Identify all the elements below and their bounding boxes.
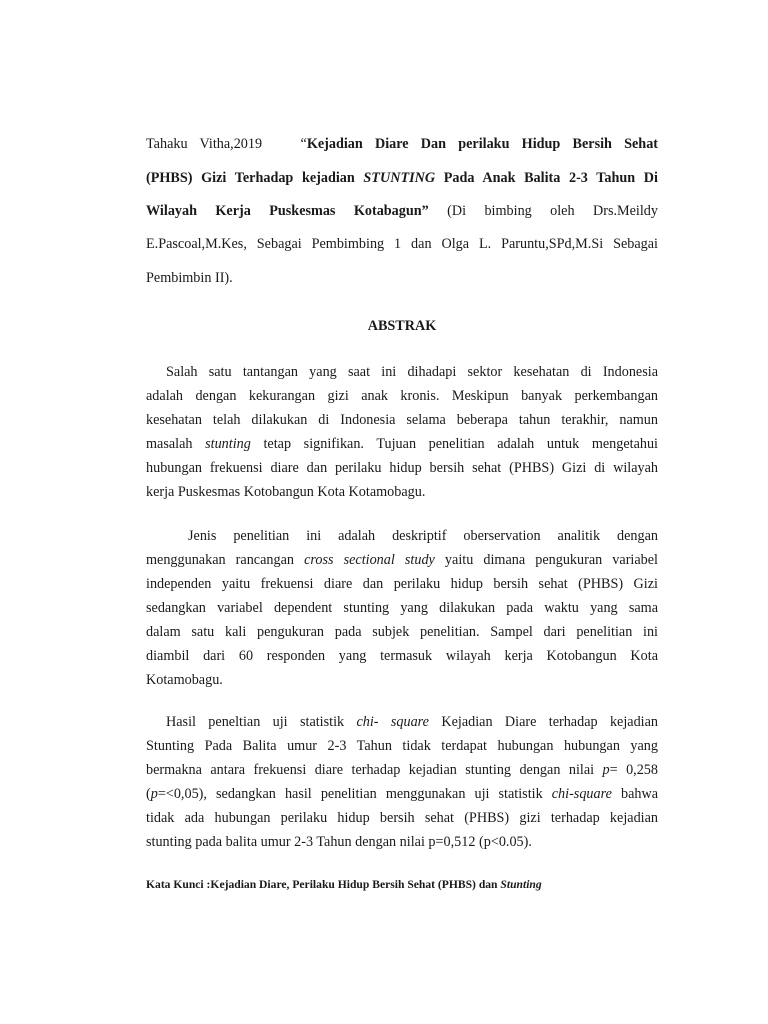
p2-line-2-italic: cross sectional study bbox=[304, 552, 435, 568]
p2-line-2-b: yaitu dimana pengukuran variabel bbox=[434, 552, 658, 568]
p2-line-4: sedangkan variabel dependent stunting yang dilakukan pada waktu yang sama bbox=[146, 600, 658, 616]
abstract-paragraph-3 bbox=[146, 710, 658, 854]
p3-line-5: tidak ada hubungan perilaku hidup bersih sehat (PHBS) gizi terhadap kejadian bbox=[146, 810, 658, 826]
p3-line-1 bbox=[146, 710, 658, 734]
p3-line-4-a: ( bbox=[146, 786, 151, 802]
abstract-heading: ABSTRAK bbox=[367, 318, 437, 334]
citation-line-5 bbox=[146, 270, 658, 287]
p3-line-4 bbox=[146, 782, 658, 806]
citation-open-quote: “ bbox=[300, 136, 307, 152]
p2-line-2 bbox=[146, 548, 658, 572]
p3-line-3-a: bermakna antara frekuensi diare terhadap kejadian stunting dengan nilai bbox=[146, 762, 603, 778]
keywords-label: Kata Kunci : bbox=[146, 878, 211, 891]
p3-line-1-a: Hasil peneltian uji statistik bbox=[166, 714, 357, 730]
p3-line-2: Stunting Pada Balita umur 2-3 Tahun tidak terdapat hubungan hubungan yang bbox=[146, 738, 658, 754]
p3-line-6: stunting pada balita umur 2-3 Tahun dengan nilai p=0,512 (p<0.05). bbox=[146, 834, 532, 850]
p3-line-3 bbox=[146, 758, 658, 782]
citation-line-3 bbox=[146, 203, 658, 220]
keywords-italic: Stunting bbox=[500, 878, 542, 891]
p2-line-1: Jenis penelitian ini adalah deskriptif oberservation analitik dengan bbox=[188, 528, 658, 544]
citation-title-part2: (PHBS) Gizi Terhadap kejadian bbox=[146, 170, 364, 186]
p3-line-3-italic: p bbox=[602, 762, 610, 778]
citation-line-1 bbox=[146, 136, 658, 153]
citation-title-part1: Kejadian Diare Dan perilaku Hidup Bersih Sehat bbox=[306, 136, 659, 152]
p3-line-4-italic-2: chi-square bbox=[551, 786, 612, 802]
citation-title-stunting: STUNTING bbox=[363, 170, 436, 186]
p2-line-3: independen yaitu frekuensi diare dan perilaku hidup bersih sehat (PHBS) Gizi bbox=[146, 576, 658, 592]
citation-supervision-1: (Di bimbing oleh Drs.Meildy bbox=[428, 203, 658, 219]
p1-line-2: adalah dengan kekurangan gizi anak kronis. Meskipun banyak perkembangan bbox=[146, 388, 658, 404]
p1-line-4 bbox=[146, 432, 658, 456]
citation-title-part3: Pada Anak Balita 2-3 Tahun Di bbox=[435, 170, 658, 186]
keywords-text: Kejadian Diare, Perilaku Hidup Bersih Sehat (PHBS) dan bbox=[210, 878, 501, 891]
p1-line-3: kesehatan telah dilakukan di Indonesia selama beberapa tahun terakhir, namun bbox=[146, 412, 658, 428]
citation-author-year: Tahaku Vitha,2019 bbox=[146, 136, 263, 152]
p2-line-2-a: menggunakan rancangan bbox=[146, 552, 305, 568]
p1-line-4-italic: stunting bbox=[205, 436, 251, 452]
citation-line-2 bbox=[146, 170, 658, 187]
p1-line-6: kerja Puskesmas Kotobangun Kota Kotamobagu. bbox=[146, 484, 426, 500]
citation-line-4 bbox=[146, 236, 658, 253]
citation-title-part4: Wilayah Kerja Puskesmas Kotabagun” bbox=[146, 203, 429, 219]
p3-line-3-b: = 0,258 bbox=[609, 762, 658, 778]
p3-line-4-c: bahwa bbox=[611, 786, 659, 802]
p3-line-1-b: Kejadian Diare terhadap kejadian bbox=[428, 714, 658, 730]
p1-line-4-b: tetap signifikan. Tujuan penelitian adalah untuk mengetahui bbox=[250, 436, 659, 452]
citation-supervision-2: E.Pascoal,M.Kes, Sebagai Pembimbing 1 dan Olga L. Paruntu,SPd,M.Si Sebagai bbox=[146, 236, 658, 252]
p1-line-4-a: masalah bbox=[146, 436, 206, 452]
p2-line-7: Kotamobagu. bbox=[146, 672, 223, 688]
p2-line-5: dalam satu kali pengukuran pada subjek penelitian. Sampel dari penelitian ini bbox=[146, 624, 658, 640]
abstract-paragraph-2 bbox=[146, 524, 658, 692]
p3-line-4-b: =<0,05), sedangkan hasil penelitian menggunakan uji statistik bbox=[157, 786, 552, 802]
abstract-paragraph-1 bbox=[146, 360, 658, 504]
p3-line-1-italic: chi- square bbox=[356, 714, 429, 730]
p1-line-5: hubungan frekuensi diare dan perilaku hidup bersih sehat (PHBS) Gizi di wilayah bbox=[146, 460, 658, 476]
p2-line-6: diambil dari 60 responden yang termasuk wilayah kerja Kotobangun Kota bbox=[146, 648, 658, 664]
citation-supervision-3: Pembimbin II). bbox=[146, 270, 233, 286]
p3-line-4-italic-1: p bbox=[150, 786, 158, 802]
keywords bbox=[146, 878, 658, 891]
p1-line-1: Salah satu tantangan yang saat ini dihadapi sektor kesehatan di Indonesia bbox=[166, 364, 658, 380]
